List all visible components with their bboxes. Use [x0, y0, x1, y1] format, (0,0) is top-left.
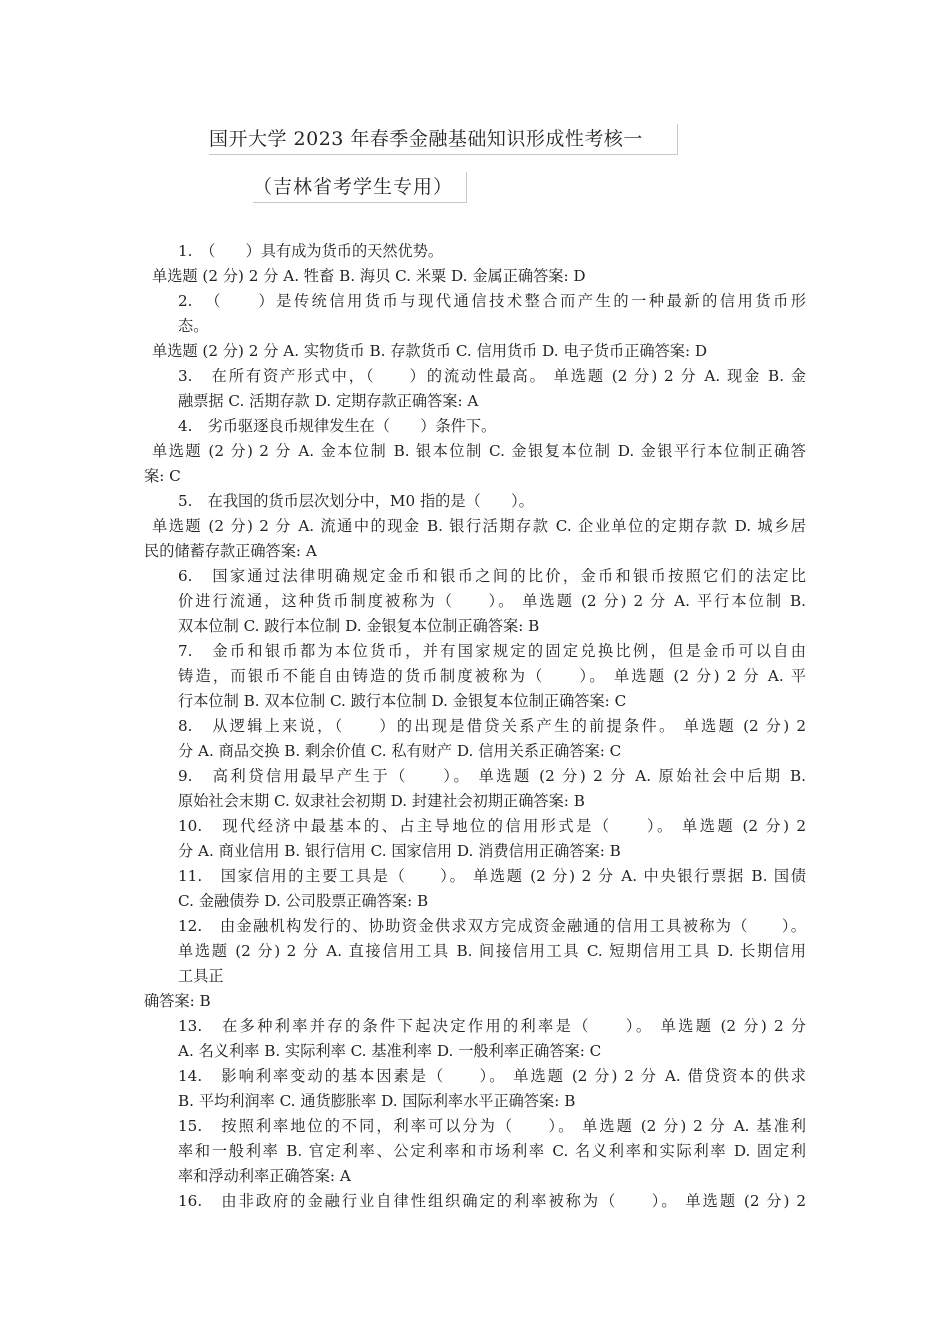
- question-9-options: 原始社会末期 C. 奴隶社会初期 D. 封建社会初期正确答案: B: [178, 792, 585, 810]
- question-15-stem: 15. 按照利率地位的不同，利率可以分为（ ）。 单选题 (2 分) 2 分 A. 基准利: [178, 1117, 806, 1135]
- question-7-answer: 行本位制 B. 双本位制 C. 跛行本位制 D. 金银复本位制正确答案: C: [178, 692, 627, 710]
- question-5-answer: 民的储蓄存款正确答案: A: [144, 542, 317, 560]
- question-3-options: 融票据 C. 活期存款 D. 定期存款正确答案: A: [178, 392, 479, 410]
- question-15-answer: 率和浮动利率正确答案: A: [178, 1167, 351, 1185]
- question-6-stem: 6. 国家通过法律明确规定金币和银币之间的比价，金币和银币按照它们的法定比: [178, 567, 806, 585]
- question-9-stem: 9. 高利贷信用最早产生于（ ）。 单选题 (2 分) 2 分 A. 原始社会中后期 B.: [178, 767, 806, 785]
- question-2-options: 单选题 (2 分) 2 分 A. 实物货币 B. 存款货币 C. 信用货币 D. 电子货币正确答案: D: [152, 342, 708, 360]
- question-6-answer: 双本位制 C. 跛行本位制 D. 金银复本位制正确答案: B: [178, 617, 540, 635]
- question-5-options: 单选题 (2 分) 2 分 A. 流通中的现金 B. 银行活期存款 C. 企业单位的定期存款 D. 城乡居: [152, 517, 806, 535]
- question-13-stem: 13. 在多种利率并存的条件下起决定作用的利率是（ ）。 单选题 (2 分) 2 分: [178, 1017, 806, 1035]
- question-1-stem: 1. （ ）具有成为货币的天然优势。: [178, 242, 444, 260]
- question-14-stem: 14. 影响利率变动的基本因素是（ ）。 单选题 (2 分) 2 分 A. 借贷资本的供求: [178, 1067, 806, 1085]
- question-12-options: 单选题 (2 分) 2 分 A. 直接信用工具 B. 间接信用工具 C. 短期信用工具 D. 长期信用: [178, 942, 806, 960]
- document-title: 国开大学 2023 年春季金融基础知识形成性考核一: [209, 124, 678, 155]
- question-14-options: B. 平均利润率 C. 通货膨胀率 D. 国际利率水平正确答案: B: [178, 1092, 576, 1110]
- question-6-options: 价进行流通，这种货币制度被称为（ ）。 单选题 (2 分) 2 分 A. 平行本位制 B.: [178, 592, 806, 610]
- question-4-stem: 4. 劣币驱逐良币规律发生在（ ）条件下。: [178, 417, 497, 435]
- question-8-options: 分 A. 商品交换 B. 剩余价值 C. 私有财产 D. 信用关系正确答案: C: [178, 742, 622, 760]
- question-5-stem: 5. 在我国的货币层次划分中，M0 指的是（ ）。: [178, 492, 534, 510]
- question-8-stem: 8. 从逻辑上来说，（ ）的出现是借贷关系产生的前提条件。 单选题 (2 分) 2: [178, 717, 806, 735]
- question-12-answer: 确答案: B: [144, 992, 211, 1010]
- question-13-options: A. 名义利率 B. 实际利率 C. 基准利率 D. 一般利率正确答案: C: [178, 1042, 602, 1060]
- question-12-options-cont: 工具正: [178, 967, 224, 985]
- question-3-stem: 3. 在所有资产形式中，（ ）的流动性最高。 单选题 (2 分) 2 分 A. 现金 B. 金: [178, 367, 806, 385]
- question-11-options: C. 金融债券 D. 公司股票正确答案: B: [178, 892, 429, 910]
- question-2-stem: 2. （ ）是传统信用货币与现代通信技术整合而产生的一种最新的信用货币形: [178, 292, 806, 310]
- question-11-stem: 11. 国家信用的主要工具是（ ）。 单选题 (2 分) 2 分 A. 中央银行票据 B. 国债: [178, 867, 806, 885]
- question-12-stem: 12. 由金融机构发行的、协助资金供求双方完成资金融通的信用工具被称为（ ）。: [178, 917, 806, 935]
- question-4-options: 单选题 (2 分) 2 分 A. 金本位制 B. 银本位制 C. 金银复本位制 D. 金银平行本位制正确答: [152, 442, 806, 460]
- question-16-stem: 16. 由非政府的金融行业自律性组织确定的利率被称为（ ）。 单选题 (2 分) 2: [178, 1192, 806, 1210]
- question-7-options: 铸造，而银币不能自由铸造的货币制度被称为（ ）。 单选题 (2 分) 2 分 A. 平: [178, 667, 806, 685]
- question-2-stem-cont: 态。: [178, 317, 209, 335]
- document-subtitle: （吉林省考学生专用）: [253, 172, 467, 203]
- question-10-stem: 10. 现代经济中最基本的、占主导地位的信用形式是（ ）。 单选题 (2 分) 2: [178, 817, 806, 835]
- question-4-answer: 案: C: [144, 467, 181, 485]
- question-1-options: 单选题 (2 分) 2 分 A. 牲畜 B. 海贝 C. 米粟 D. 金属正确答案: D: [152, 267, 586, 285]
- question-10-options: 分 A. 商业信用 B. 银行信用 C. 国家信用 D. 消费信用正确答案: B: [178, 842, 621, 860]
- question-7-stem: 7. 金币和银币都为本位货币，并有国家规定的固定兑换比例，但是金币可以自由: [178, 642, 806, 660]
- question-15-options: 率和一般利率 B. 官定利率、公定利率和市场利率 C. 名义利率和实际利率 D. 固定利: [178, 1142, 806, 1160]
